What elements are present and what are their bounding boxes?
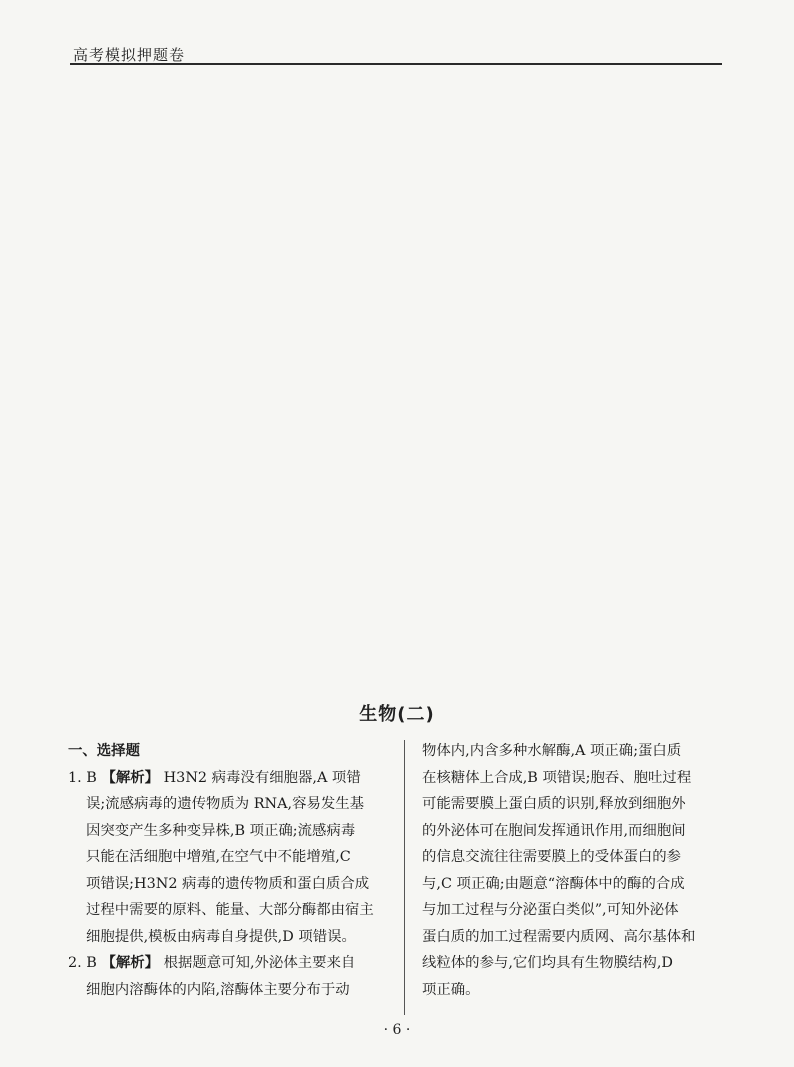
- answer-1-label: 1. B: [68, 769, 102, 786]
- answer-2-continued-line: 在核糖体上合成,B 项错误;胞吞、胞吐过程: [422, 769, 692, 786]
- answer-1-line: 误;流感病毒的遗传物质为 RNA,容易发生基: [86, 796, 365, 812]
- answer-1-line: 项错误;H3N2 病毒的遗传物质和蛋白质合成: [86, 875, 370, 892]
- answer-2-tag: 【解析】: [101, 954, 160, 971]
- answer-1-line: [68, 765, 393, 792]
- answer-2-line: [68, 950, 393, 977]
- answer-2-continued-line: 的外泌体可在胞间发挥通讯作用,而细胞间: [422, 822, 686, 839]
- column-divider: [404, 740, 405, 1015]
- answer-2-line: 细胞内溶酶体的内陷,溶酶体主要分布于动: [86, 981, 350, 998]
- section-heading: 一、选择题: [68, 743, 140, 759]
- answer-1-line: 只能在活细胞中增殖,在空气中不能增殖,C: [86, 849, 351, 865]
- answer-2-text: 根据题意可知,外泌体主要来自: [159, 955, 356, 971]
- answer-1-line: 因突变产生多种变异株,B 项正确;流感病毒: [86, 822, 356, 839]
- answer-2-continued-line: 蛋白质的加工过程需要内质网、高尔基体和: [422, 928, 696, 945]
- answer-2-continued-line: 线粒体的参与,它们均具有生物膜结构,D: [422, 955, 673, 971]
- answer-2-label: 2. B: [68, 955, 102, 971]
- left-column: [68, 738, 393, 1003]
- answer-2-continued-line: 与,C 项正确;由题意“溶酶体中的酶的合成: [422, 875, 685, 892]
- answer-1-text: H3N2 病毒没有细胞器,A 项错: [159, 769, 361, 786]
- answer-2-continued-line: 项正确。: [422, 981, 480, 998]
- header-rule: [70, 63, 722, 65]
- header-title: 高考模拟押题卷: [73, 46, 186, 64]
- answer-1-tag: 【解析】: [101, 768, 160, 786]
- answer-2-continued-line: 与加工过程与分泌蛋白类似”,可知外泌体: [422, 902, 679, 918]
- page-number: · 6 ·: [383, 1022, 411, 1038]
- section-title: 生物(二): [359, 704, 435, 725]
- answer-1-line: 过程中需要的原料、能量、大部分酶都由宿主: [86, 902, 374, 918]
- answer-2-continued-line: 可能需要膜上蛋白质的识别,释放到细胞外: [422, 796, 686, 812]
- answer-2-continued-line: 物体内,内含多种水解酶,A 项正确;蛋白质: [422, 743, 682, 759]
- answer-2-continued-line: 的信息交流往往需要膜上的受体蛋白的参: [422, 849, 682, 865]
- answer-1-line: 细胞提供,模板由病毒自身提供,D 项错误。: [86, 928, 356, 945]
- right-column: [422, 738, 732, 1003]
